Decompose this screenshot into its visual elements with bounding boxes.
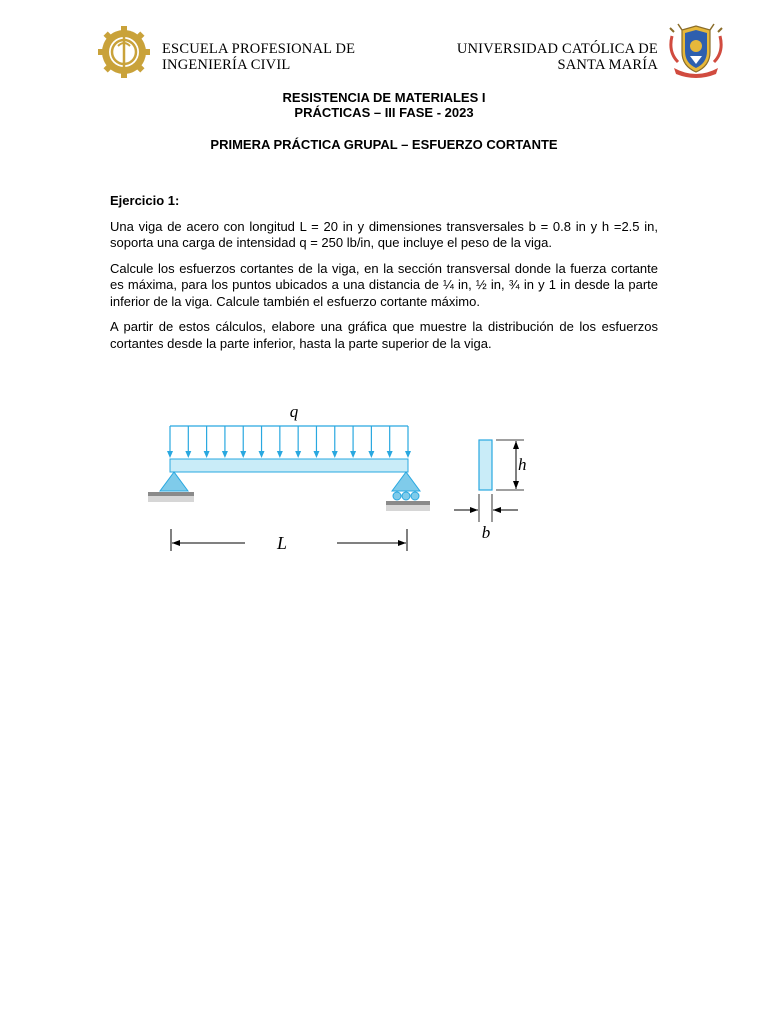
left-pin-support [160, 472, 188, 491]
load-arrow-head [350, 451, 356, 458]
university-name-line1: UNIVERSIDAD CATÓLICA DE [456, 41, 658, 57]
right-ground-shadow [386, 505, 430, 511]
university-crest-logo [668, 22, 724, 80]
load-arrow-head [259, 451, 265, 458]
practice-subtitle: PRIMERA PRÁCTICA GRUPAL – ESFUERZO CORTANTE [210, 137, 558, 152]
roller-1 [393, 492, 401, 500]
load-arrow-head [387, 451, 393, 458]
load-arrow-head [332, 451, 338, 458]
cross-section-rect [479, 440, 492, 490]
university-name [457, 41, 658, 73]
cross-section-dims [440, 430, 540, 550]
beam [170, 459, 408, 472]
load-arrow-head [368, 451, 374, 458]
load-arrow-head [405, 451, 411, 458]
exercise-paragraph-1: Una viga de acero con longitud L = 20 in y dimensiones transversales b = 0.8 in y h =2.5 in, soporta una carga de intensidad q = 250 lb/in, que incluye el peso de la viga. [110, 218, 658, 250]
left-ground [148, 492, 194, 496]
load-arrows [167, 426, 411, 458]
roller-2 [402, 492, 410, 500]
load-arrow-head [295, 451, 301, 458]
right-ground [386, 501, 430, 505]
roller-3 [411, 492, 419, 500]
exercise-heading: Ejercicio 1: [110, 193, 180, 208]
practice-title: PRÁCTICAS – III FASE - 2023 [294, 105, 474, 120]
load-arrow-head [222, 451, 228, 458]
school-name [162, 41, 355, 73]
school-name-line2: INGENIERÍA CIVIL [162, 57, 291, 73]
page-header [0, 0, 768, 90]
load-arrow-head [313, 451, 319, 458]
load-arrow-head [185, 451, 191, 458]
exercise-section [110, 193, 658, 361]
load-label: q [289, 402, 299, 421]
engineering-gear-logo [96, 24, 152, 80]
height-label: h [518, 455, 527, 474]
load-arrow-head [204, 451, 210, 458]
document-titles [0, 90, 768, 152]
left-ground-shadow [148, 496, 194, 502]
load-arrow-head [277, 451, 283, 458]
school-name-line1: ESCUELA PROFESIONAL DE [162, 41, 356, 57]
exercise-paragraph-2: Calcule los esfuerzos cortantes de la viga, en la sección transversal donde la fuerza cortante es máxima, para los puntos ubicados a una distancia de ¼ in, ½ in, ¾ in y 1 in desde la parte inferior de la viga. Calcule también el esfuerzo cortante máximo. [110, 260, 658, 309]
right-roller-support [392, 472, 420, 491]
length-label: L [276, 533, 288, 553]
course-title: RESISTENCIA DE MATERIALES I [282, 90, 486, 105]
load-arrow-head [167, 451, 173, 458]
university-name-line2: SANTA MARÍA [557, 57, 658, 73]
load-arrow-head [240, 451, 246, 458]
beam-diagram [140, 395, 440, 560]
width-label: b [481, 523, 491, 542]
exercise-paragraph-3: A partir de estos cálculos, elabore una gráfica que muestre la distribución de los esfuerzos cortantes desde la parte inferior, hasta la parte superior de la viga. [110, 319, 658, 351]
